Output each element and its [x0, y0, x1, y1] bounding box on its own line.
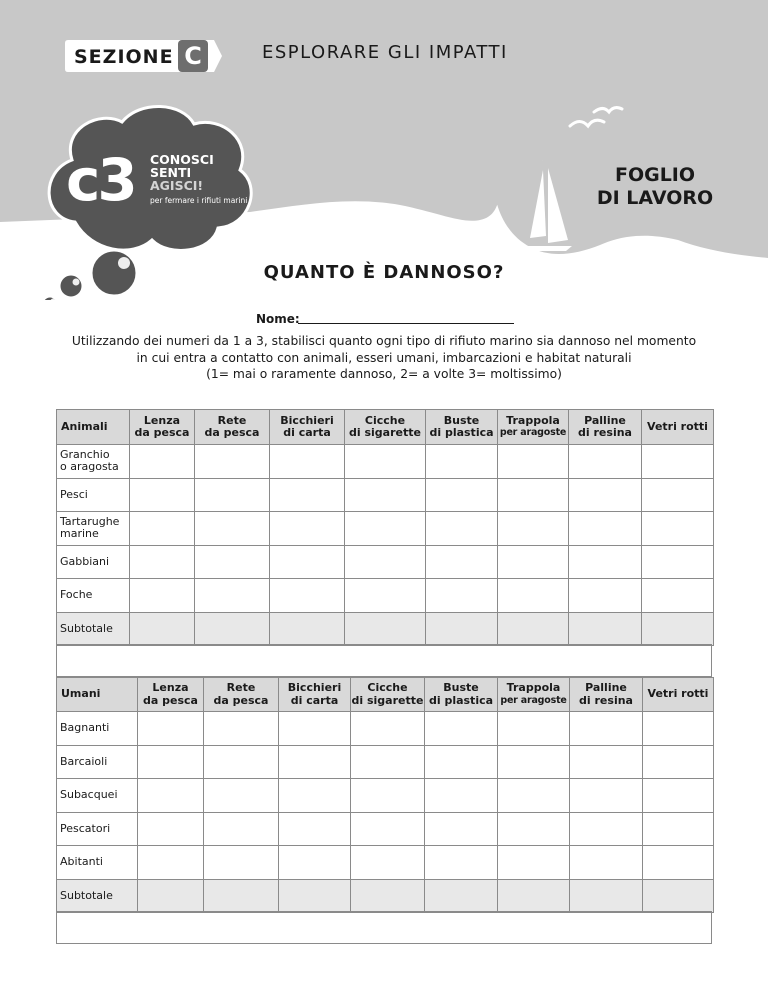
score-cell[interactable]	[498, 779, 570, 813]
score-cell[interactable]	[498, 612, 569, 646]
row-label: Barcaioli	[57, 745, 138, 779]
col-header: Palline di resina	[570, 678, 643, 712]
score-cell[interactable]	[130, 579, 195, 613]
score-cell[interactable]	[195, 612, 270, 646]
score-cell[interactable]	[195, 579, 270, 613]
table-row	[57, 545, 714, 579]
score-cell[interactable]	[279, 712, 351, 746]
col-header: Lenza da pesca	[138, 678, 204, 712]
score-cell[interactable]	[138, 779, 204, 813]
score-cell[interactable]	[138, 712, 204, 746]
score-cell[interactable]	[569, 478, 642, 512]
score-cell[interactable]	[643, 779, 714, 813]
logo-word-senti: SENTI	[150, 165, 192, 180]
score-cell[interactable]	[642, 478, 714, 512]
col-header: Lenza da pesca	[130, 410, 195, 445]
score-cell[interactable]	[425, 846, 498, 880]
table-spacer	[56, 644, 712, 677]
score-cell[interactable]	[425, 745, 498, 779]
instruction-line: (1= mai o raramente dannoso, 2= a volte 3= moltissimo)	[206, 367, 562, 381]
table-header-animali: Animali	[57, 410, 130, 445]
score-cell[interactable]	[643, 879, 714, 913]
col-header: Trappola per aragoste	[498, 410, 569, 445]
score-cell[interactable]	[570, 812, 643, 846]
col-header: Bicchieri di carta	[279, 678, 351, 712]
animal-table	[56, 409, 714, 646]
score-cell[interactable]	[130, 612, 195, 646]
score-cell[interactable]	[498, 512, 569, 546]
row-label: Subtotale	[57, 879, 138, 913]
score-cell[interactable]	[195, 445, 270, 479]
score-cell[interactable]	[569, 612, 642, 646]
col-header: Cicche di sigarette	[345, 410, 426, 445]
worksheet-line-2: DI LAVORO	[596, 187, 714, 209]
row-label: Pesci	[57, 478, 130, 512]
score-cell[interactable]	[570, 779, 643, 813]
score-cell[interactable]	[195, 512, 270, 546]
section-title: ESPLORARE GLI IMPATTI	[262, 42, 508, 63]
score-cell[interactable]	[498, 545, 569, 579]
score-cell[interactable]	[204, 812, 279, 846]
score-cell[interactable]	[569, 512, 642, 546]
header-row	[57, 678, 714, 712]
score-cell[interactable]	[351, 712, 425, 746]
badge-word: SEZIONE	[74, 46, 174, 68]
row-label: Granchio o aragosta	[57, 445, 130, 479]
score-cell[interactable]	[204, 879, 279, 913]
score-cell[interactable]	[351, 812, 425, 846]
score-cell[interactable]	[643, 712, 714, 746]
score-cell[interactable]	[270, 579, 345, 613]
score-cell[interactable]	[345, 512, 426, 546]
row-label: Abitanti	[57, 846, 138, 880]
score-cell[interactable]	[345, 478, 426, 512]
score-cell[interactable]	[498, 879, 570, 913]
score-cell[interactable]	[351, 745, 425, 779]
col-header: Buste di plastica	[425, 678, 498, 712]
score-cell[interactable]	[279, 779, 351, 813]
score-cell[interactable]	[270, 445, 345, 479]
human-table	[56, 677, 714, 913]
col-header: Palline di resina	[569, 410, 642, 445]
worksheet-line-1: FOGLIO	[614, 164, 696, 186]
score-cell[interactable]	[345, 445, 426, 479]
score-cell[interactable]	[425, 879, 498, 913]
score-cell[interactable]	[570, 846, 643, 880]
score-cell[interactable]	[498, 846, 570, 880]
score-cell[interactable]	[138, 846, 204, 880]
score-cell[interactable]	[569, 445, 642, 479]
row-label: Subacquei	[57, 779, 138, 813]
table-header-umani: Umani	[57, 678, 138, 712]
instruction-line: Utilizzando dei numeri da 1 a 3, stabilisci quanto ogni tipo di rifiuto marino sia dannoso nel momento	[71, 334, 697, 348]
table-row	[57, 846, 714, 880]
score-cell[interactable]	[351, 779, 425, 813]
score-cell[interactable]	[138, 812, 204, 846]
table-spacer	[56, 911, 712, 944]
instruction-line: in cui entra a contatto con animali, esseri umani, imbarcazioni e habitat naturali	[136, 350, 632, 365]
badge-letter: C	[178, 40, 208, 72]
col-header: Vetri rotti	[643, 678, 714, 712]
row-label: Foche	[57, 579, 130, 613]
col-header: Cicche di sigarette	[351, 678, 425, 712]
score-cell[interactable]	[138, 745, 204, 779]
score-cell[interactable]	[569, 579, 642, 613]
header-row	[57, 410, 714, 445]
worksheet-label	[592, 164, 718, 210]
page-title: QUANTO È DANNOSO?	[263, 262, 505, 283]
score-cell[interactable]	[130, 545, 195, 579]
score-cell[interactable]	[195, 545, 270, 579]
col-header: Bicchieri di carta	[270, 410, 345, 445]
col-header: Rete da pesca	[195, 410, 270, 445]
score-cell[interactable]	[498, 745, 570, 779]
score-cell[interactable]	[204, 779, 279, 813]
score-cell[interactable]	[279, 879, 351, 913]
row-label: Tartarughe marine	[57, 512, 130, 546]
score-cell[interactable]	[204, 745, 279, 779]
score-cell[interactable]	[498, 478, 569, 512]
table-row	[57, 779, 714, 813]
score-cell[interactable]	[279, 745, 351, 779]
score-cell[interactable]	[642, 512, 714, 546]
row-label: Pescatori	[57, 812, 138, 846]
score-cell[interactable]	[270, 612, 345, 646]
instructions	[40, 333, 728, 383]
col-header: Rete da pesca	[204, 678, 279, 712]
score-cell[interactable]	[642, 445, 714, 479]
score-cell[interactable]	[498, 445, 569, 479]
score-cell[interactable]	[426, 478, 498, 512]
score-cell[interactable]	[204, 712, 279, 746]
score-cell[interactable]	[642, 545, 714, 579]
score-cell[interactable]	[426, 579, 498, 613]
table-row	[57, 712, 714, 746]
score-cell[interactable]	[351, 846, 425, 880]
score-cell[interactable]	[643, 812, 714, 846]
score-cell[interactable]	[204, 846, 279, 880]
logo-words	[150, 153, 214, 192]
score-cell[interactable]	[345, 579, 426, 613]
score-cell[interactable]	[498, 712, 570, 746]
logo-tagline: per fermare i rifiuti marini	[150, 196, 248, 205]
subtotal-row	[57, 879, 714, 913]
score-cell[interactable]	[130, 445, 195, 479]
score-cell[interactable]	[425, 812, 498, 846]
score-cell[interactable]	[279, 812, 351, 846]
score-cell[interactable]	[425, 712, 498, 746]
score-cell[interactable]	[642, 612, 714, 646]
score-cell[interactable]	[570, 745, 643, 779]
subtotal-row	[57, 612, 714, 646]
score-cell[interactable]	[425, 779, 498, 813]
score-cell[interactable]	[643, 745, 714, 779]
name-input-line[interactable]	[298, 323, 514, 324]
score-cell[interactable]	[138, 879, 204, 913]
score-cell[interactable]	[270, 512, 345, 546]
col-header: Trappola per aragoste	[498, 678, 570, 712]
score-cell[interactable]	[498, 812, 570, 846]
score-cell[interactable]	[270, 478, 345, 512]
logo-number: c3	[66, 146, 135, 214]
score-cell[interactable]	[426, 445, 498, 479]
score-cell[interactable]	[130, 478, 195, 512]
score-cell[interactable]	[351, 879, 425, 913]
table-row	[57, 512, 714, 546]
score-cell[interactable]	[426, 545, 498, 579]
row-label: Subtotale	[57, 612, 130, 646]
score-cell[interactable]	[426, 612, 498, 646]
score-cell[interactable]	[570, 712, 643, 746]
logo-word-conosci: CONOSCI	[150, 152, 214, 167]
score-cell[interactable]	[570, 879, 643, 913]
table-row	[57, 478, 714, 512]
row-label: Bagnanti	[57, 712, 138, 746]
score-cell[interactable]	[279, 846, 351, 880]
col-header: Vetri rotti	[642, 410, 714, 445]
score-cell[interactable]	[642, 579, 714, 613]
score-cell[interactable]	[270, 545, 345, 579]
score-cell[interactable]	[498, 579, 569, 613]
row-label: Gabbiani	[57, 545, 130, 579]
score-cell[interactable]	[195, 478, 270, 512]
table-row	[57, 745, 714, 779]
score-cell[interactable]	[643, 846, 714, 880]
score-cell[interactable]	[345, 612, 426, 646]
score-cell[interactable]	[345, 545, 426, 579]
table-row	[57, 445, 714, 479]
score-cell[interactable]	[569, 545, 642, 579]
name-label: Nome:	[256, 312, 300, 326]
table-row	[57, 812, 714, 846]
logo-word-agisci: AGISCI!	[150, 178, 204, 193]
score-cell[interactable]	[130, 512, 195, 546]
table-row	[57, 579, 714, 613]
col-header: Buste di plastica	[426, 410, 498, 445]
score-cell[interactable]	[426, 512, 498, 546]
